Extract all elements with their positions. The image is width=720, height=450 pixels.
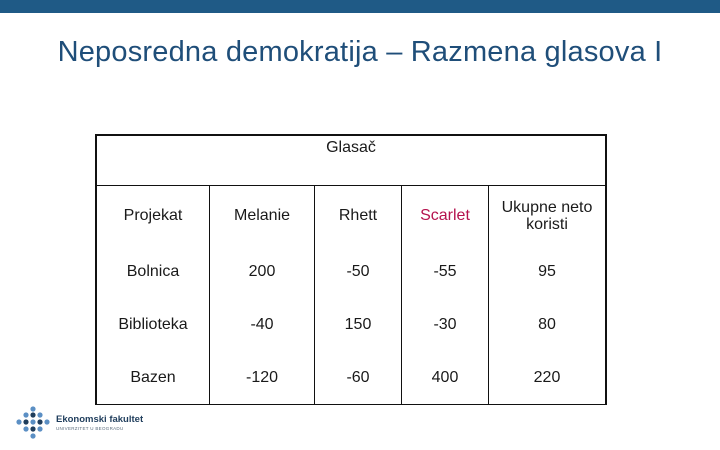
table-cell: -60 (315, 351, 402, 405)
table-cell: -40 (210, 298, 315, 351)
logo-name: Ekonomski fakultet (56, 414, 144, 425)
table-cell: 95 (489, 245, 607, 298)
column-header-net-benefit: Ukupne neto koristi (489, 186, 607, 246)
faculty-logo (16, 406, 156, 442)
slide-title: Neposredna demokratija – Razmena glasova I (57, 36, 663, 68)
table-cell: 200 (210, 245, 315, 298)
table-column-header-row (96, 186, 606, 246)
table-group-header-row (96, 135, 606, 186)
top-accent-bar (0, 0, 720, 13)
table-cell: Biblioteka (96, 298, 210, 351)
logo-subtitle: UNIVERZITET U BEOGRADU (56, 426, 124, 431)
column-header-rhett: Rhett (315, 186, 402, 246)
table-cell: Bazen (96, 351, 210, 405)
voter-group-header: Glasač (96, 135, 606, 186)
table-cell: -120 (210, 351, 315, 405)
vote-table-container (95, 134, 607, 405)
column-header-scarlet: Scarlet (402, 186, 489, 246)
table-cell: -55 (402, 245, 489, 298)
table-row (96, 245, 606, 298)
column-header-melanie: Melanie (210, 186, 315, 246)
table-row (96, 351, 606, 405)
table-cell: -50 (315, 245, 402, 298)
table-cell: -30 (402, 298, 489, 351)
table-cell: Bolnica (96, 245, 210, 298)
dot-cluster-logo-icon (16, 406, 50, 440)
column-header-project: Projekat (96, 186, 210, 246)
table-cell: 400 (402, 351, 489, 405)
table-cell: 220 (489, 351, 607, 405)
table-row (96, 298, 606, 351)
table-cell: 150 (315, 298, 402, 351)
vote-trading-table (95, 134, 607, 405)
table-cell: 80 (489, 298, 607, 351)
